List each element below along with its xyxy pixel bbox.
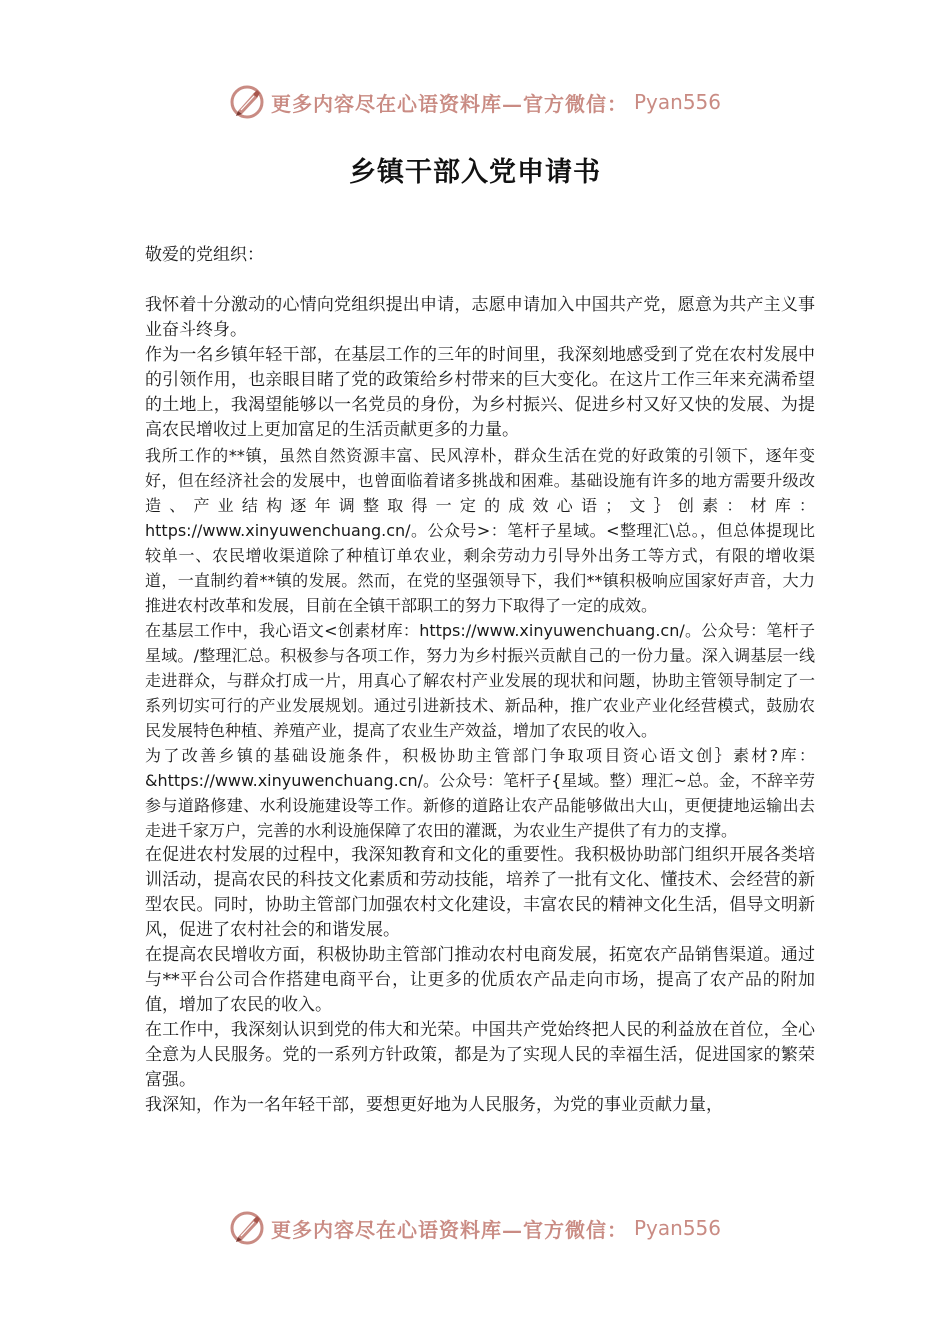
- paragraph: 在提高农民增收方面，积极协助主管部门推动农村电商发展，拓宽农产品销售渠道。通过与**平台公司合作搭建电商平台，让更多的优质农产品走向市场，提高了农产品的附加值，增加了农民的收入。: [145, 945, 815, 1015]
- watermark-wechat-id: Pyan556: [633, 90, 721, 114]
- paragraph: 在基层工作中，我心语文<创素材库：https://www.xinyuwenchuang.cn/。公众号：笔杆子星域。/整理汇总。积极参与各项工作，努力为乡村振兴贡献自己的一份力量。深入调基层一线走进群众，与群众打成一片，用真心了解农村产业发展的现状和问题，协助主管领导制定了一系列切实可行的产业发展规划。通过引进新技术、新品种，推广农业产业化经营模式，鼓励农民发展特色种植、养殖产业，提高了农业生产效益，增加了农民的收入。: [145, 621, 815, 740]
- paragraph: 我怀着十分激动的心情向党组织提出申请，志愿申请加入中国共产党，愿意为共产主义事业奋斗终身。: [145, 295, 815, 340]
- paragraph: 在促进农村发展的过程中，我深知教育和文化的重要性。我积极协助部门组织开展各类培训活动，提高农民的科技文化素质和劳动技能，培养了一批有文化、懂技术、会经营的新型农民。同时，协助主管部门加强农村文化建设，丰富农民的精神文化生活，倡导文明新风，促进了农村社会的和谐发展。: [145, 845, 815, 940]
- pen-logo-icon: [229, 1210, 265, 1246]
- watermark-text: 更多内容尽在心语资料库—官方微信：: [270, 1217, 628, 1242]
- watermark-footer: [0, 1208, 950, 1248]
- watermark-text: 更多内容尽在心语资料库—官方微信：: [270, 91, 628, 116]
- paragraph: 作为一名乡镇年轻干部，在基层工作的三年的时间里，我深刻地感受到了党在农村发展中的引领作用，也亲眼目睹了党的政策给乡村带来的巨大变化。在这片工作三年来充满希望的土地上，我渴望能够以一名党员的身份，为乡村振兴、促进乡村又好又快的发展、为提高农民增收过上更加富足的生活贡献更多的力量。: [145, 345, 815, 440]
- pen-logo-icon: [229, 84, 265, 120]
- paragraph: 我深知，作为一名年轻干部，要想更好地为人民服务，为党的事业贡献力量，: [145, 1095, 723, 1115]
- document-title: 乡镇干部入党申请书: [349, 157, 601, 188]
- document-body: [145, 243, 815, 1118]
- paragraph: 为了改善乡镇的基础设施条件，积极协助主管部门争取项目资心语文创｝素材?库：&https://www.xinyuwenchuang.cn/。公众号：笔杆子{星域。整）理汇~总。金，不辞辛劳参与道路修建、水利设施建设等工作。新修的道路让农产品能够做出大山，更便捷地运输出去走进千家万户，完善的水利设施保障了农田的灌溉，为农业生产提供了有力的支撑。: [145, 746, 815, 840]
- watermark-header: [0, 82, 950, 122]
- paragraph: 在工作中，我深刻认识到党的伟大和光荣。中国共产党始终把人民的利益放在首位，全心全意为人民服务。党的一系列方针政策，都是为了实现人民的幸福生活，促进国家的繁荣富强。: [145, 1020, 815, 1090]
- paragraph: 我所工作的**镇，虽然自然资源丰富、民风淳朴，群众生活在党的好政策的引领下，逐年变好，但在经济社会的发展中，也曾面临着诸多挑战和困难。基础设施有许多的地方需要升级改造、产业结构逐年调整取得一定的成效心语；文｝创素：材库： https://www.xinyuwenchuang.cn/。公众号>：笔杆子星域。<整理汇\总。，但总体提现比较单一、农民增收渠道除了种植订单农业，剩余劳动力引导外出务工等方式，有限的增收渠道，一直制约着**镇的发展。然而，在党的坚强领导下，我们**镇积极响应国家好声音，大力推进农村改革和发展，目前在全镇干部职工的努力下取得了一定的成效。: [145, 446, 815, 615]
- salutation: 敬爱的党组织：: [145, 245, 264, 265]
- watermark-wechat-id: Pyan556: [633, 1216, 721, 1240]
